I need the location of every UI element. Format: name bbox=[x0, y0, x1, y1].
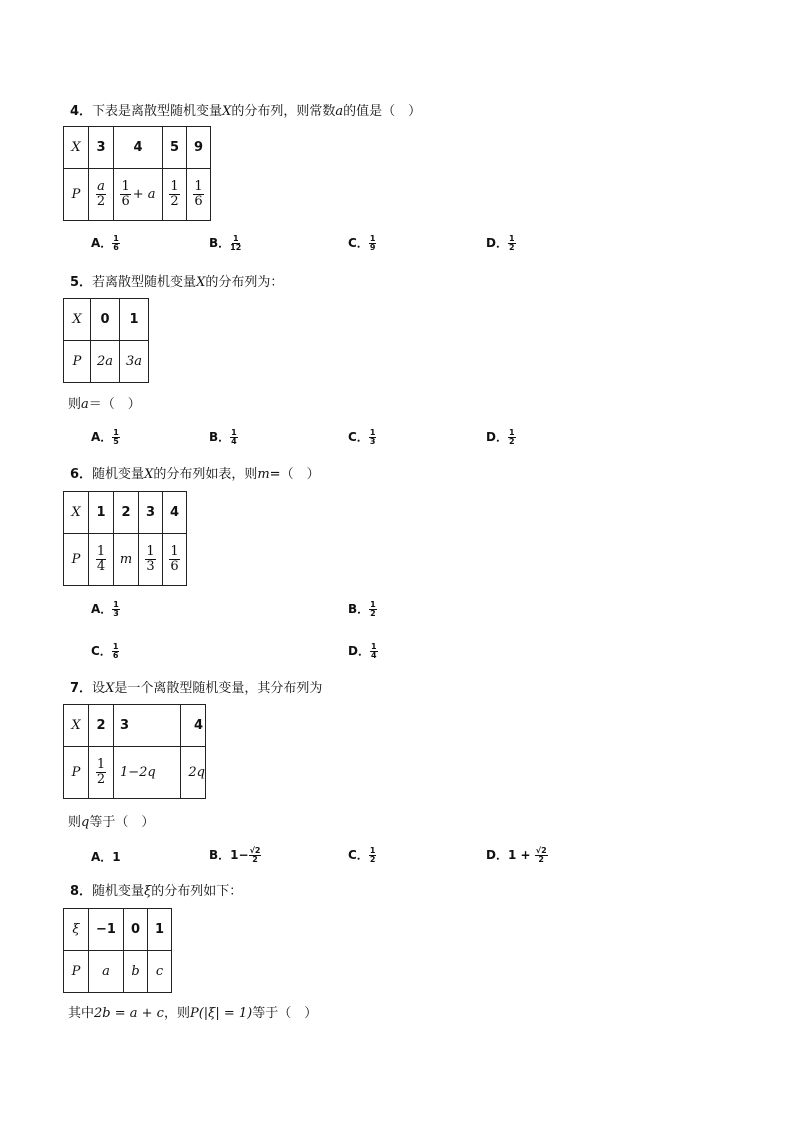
math-var: X bbox=[105, 681, 115, 696]
table-cell: 4 bbox=[114, 127, 163, 169]
option-label: C． bbox=[348, 848, 369, 862]
option-label: B． bbox=[209, 848, 231, 862]
stem-text: 等于（ ） bbox=[252, 1006, 318, 1021]
math-var: X bbox=[144, 467, 154, 482]
option-b[interactable] bbox=[209, 428, 238, 446]
table-cell: X bbox=[64, 705, 89, 747]
numerator: 1 bbox=[194, 179, 203, 194]
fraction bbox=[369, 235, 377, 252]
math-var: ξ bbox=[144, 884, 152, 899]
numerator: 1 bbox=[170, 179, 179, 194]
option-a[interactable] bbox=[91, 428, 120, 446]
question-number: 8． bbox=[70, 884, 93, 899]
question-number: 6． bbox=[70, 467, 93, 482]
table-cell: P bbox=[64, 534, 89, 586]
numerator: √2 bbox=[535, 846, 547, 855]
stem-text: 的值是（ ） bbox=[343, 104, 422, 119]
table-cell bbox=[163, 169, 187, 221]
math-var: a bbox=[81, 397, 89, 412]
stem-text: 等于（ ） bbox=[89, 815, 155, 830]
stem-text: 下表是离散型随机变量 bbox=[92, 104, 223, 119]
option-value: 1 + bbox=[507, 848, 535, 862]
numerator: 1 bbox=[231, 428, 237, 437]
option-c[interactable] bbox=[348, 428, 376, 446]
math-var: m bbox=[257, 467, 270, 482]
denominator: 12 bbox=[230, 243, 242, 252]
numerator: 1 bbox=[113, 600, 119, 609]
option-c[interactable] bbox=[348, 846, 376, 864]
numerator: √2 bbox=[249, 846, 261, 855]
option-label: D． bbox=[486, 848, 508, 862]
fraction bbox=[112, 643, 120, 660]
denominator: 2 bbox=[96, 194, 106, 209]
numerator: 1 bbox=[508, 234, 515, 243]
table-cell bbox=[163, 534, 187, 586]
fraction bbox=[193, 180, 203, 209]
table-cell: 2 bbox=[89, 705, 114, 747]
question-number: 5． bbox=[70, 275, 93, 290]
question-6-distribution-table bbox=[63, 491, 187, 586]
question-4-distribution-table bbox=[63, 126, 211, 221]
numerator: 1 bbox=[170, 544, 179, 559]
math-expr: + a bbox=[132, 187, 156, 202]
option-c[interactable] bbox=[348, 234, 376, 252]
option-value: 1− bbox=[230, 848, 249, 862]
math-expr: P(|ξ| = 1) bbox=[189, 1006, 253, 1021]
denominator: 2 bbox=[252, 855, 258, 864]
fraction bbox=[120, 180, 130, 209]
denominator: 4 bbox=[96, 559, 106, 574]
numerator: 1 bbox=[369, 234, 376, 243]
table-cell: ξ bbox=[64, 909, 89, 951]
math-var: a bbox=[335, 104, 344, 119]
fraction bbox=[169, 180, 179, 209]
denominator: 9 bbox=[369, 243, 376, 252]
numerator: 1 bbox=[113, 428, 119, 437]
question-8-stem bbox=[70, 884, 242, 900]
table-cell bbox=[187, 169, 211, 221]
option-d[interactable] bbox=[486, 846, 548, 864]
table-cell: 1−2q bbox=[114, 747, 181, 799]
question-8-distribution-table bbox=[63, 908, 172, 993]
question-5-stem bbox=[70, 275, 283, 291]
denominator: 3 bbox=[369, 437, 376, 446]
table-cell: 3 bbox=[114, 705, 181, 747]
fraction bbox=[145, 545, 155, 574]
option-label: A． bbox=[91, 236, 113, 250]
denominator: 6 bbox=[121, 194, 130, 209]
question-number: 4． bbox=[70, 104, 93, 119]
stem-text: 则 bbox=[68, 815, 82, 830]
denominator: 6 bbox=[194, 194, 203, 209]
denominator: 6 bbox=[113, 243, 119, 252]
table-cell: 5 bbox=[163, 127, 187, 169]
option-b[interactable] bbox=[209, 846, 261, 864]
table-cell: P bbox=[64, 169, 89, 221]
question-7-distribution-table bbox=[63, 704, 206, 799]
stem-text: 的分布列如表，则 bbox=[153, 467, 258, 482]
table-cell bbox=[89, 747, 114, 799]
stem-text: 则 bbox=[68, 397, 82, 412]
table-cell: 4 bbox=[163, 492, 187, 534]
option-a[interactable] bbox=[91, 234, 120, 252]
numerator: a bbox=[97, 179, 105, 194]
table-cell: 1 bbox=[148, 909, 172, 951]
table-cell: a bbox=[89, 951, 124, 993]
table-cell: 0 bbox=[91, 299, 120, 341]
denominator: 4 bbox=[231, 437, 237, 446]
math-var: q bbox=[81, 815, 90, 830]
table-cell: X bbox=[64, 299, 91, 341]
option-label: D． bbox=[486, 236, 508, 250]
option-b[interactable] bbox=[348, 600, 377, 618]
table-cell bbox=[89, 534, 114, 586]
stem-text: ＝（ ） bbox=[88, 397, 141, 412]
fraction bbox=[508, 235, 516, 252]
denominator: 2 bbox=[370, 609, 376, 618]
fraction bbox=[112, 235, 120, 252]
table-cell: 1 bbox=[120, 299, 149, 341]
option-label: A． bbox=[91, 850, 113, 864]
table-cell: b bbox=[124, 951, 148, 993]
numerator: 1 bbox=[112, 642, 119, 651]
fraction bbox=[535, 847, 548, 864]
stem-text: 的分布列为： bbox=[205, 275, 284, 290]
table-cell: 9 bbox=[187, 127, 211, 169]
question-7-prompt bbox=[68, 811, 154, 830]
fraction bbox=[508, 429, 516, 446]
table-cell: c bbox=[148, 951, 172, 993]
stem-text: 随机变量 bbox=[92, 467, 145, 482]
stem-text: 其中 bbox=[68, 1006, 95, 1021]
fraction bbox=[96, 758, 106, 787]
table-cell: 3 bbox=[89, 127, 114, 169]
table-cell: 1 bbox=[89, 492, 114, 534]
option-a[interactable] bbox=[91, 600, 120, 618]
question-5-distribution-table bbox=[63, 298, 149, 383]
denominator: 2 bbox=[538, 855, 544, 864]
option-value: 1 bbox=[112, 850, 121, 864]
option-label: B． bbox=[348, 602, 370, 616]
numerator: 1 bbox=[121, 179, 130, 194]
option-d[interactable] bbox=[486, 234, 516, 252]
denominator: 3 bbox=[113, 609, 119, 618]
stem-text: 随机变量 bbox=[92, 884, 145, 899]
table-cell: 0 bbox=[124, 909, 148, 951]
fraction bbox=[169, 545, 179, 574]
option-label: C． bbox=[348, 430, 369, 444]
math-var: X bbox=[222, 104, 232, 119]
fraction bbox=[369, 847, 377, 864]
stem-text: 设 bbox=[92, 681, 106, 696]
table-cell: 3 bbox=[139, 492, 163, 534]
option-label: A． bbox=[91, 430, 113, 444]
fraction bbox=[112, 601, 120, 618]
fraction bbox=[369, 601, 377, 618]
option-label: C． bbox=[348, 236, 369, 250]
table-cell: 3a bbox=[120, 341, 149, 383]
stem-text: ，则 bbox=[163, 1006, 190, 1021]
stem-text: 的分布列，则常数 bbox=[231, 104, 336, 119]
question-7-stem bbox=[70, 681, 322, 697]
question-6-stem bbox=[70, 467, 320, 483]
table-cell: P bbox=[64, 341, 91, 383]
denominator: 6 bbox=[112, 651, 119, 660]
denominator: 6 bbox=[170, 559, 179, 574]
stem-text: 是一个离散型随机变量，其分布列为 bbox=[114, 681, 323, 696]
fraction bbox=[230, 429, 238, 446]
fraction bbox=[370, 643, 378, 660]
option-label: D． bbox=[348, 644, 370, 658]
stem-text: 的分布列如下： bbox=[151, 884, 243, 899]
denominator: 2 bbox=[508, 437, 515, 446]
question-8-prompt bbox=[68, 1002, 317, 1021]
table-cell: 2a bbox=[91, 341, 120, 383]
table-cell: 2 bbox=[114, 492, 139, 534]
numerator: 1 bbox=[146, 544, 155, 559]
denominator: 4 bbox=[370, 651, 377, 660]
option-d[interactable] bbox=[486, 428, 516, 446]
denominator: 5 bbox=[113, 437, 119, 446]
denominator: 3 bbox=[146, 559, 155, 574]
option-c[interactable] bbox=[91, 642, 119, 660]
table-cell: 2q bbox=[181, 747, 206, 799]
option-label: C． bbox=[91, 644, 112, 658]
numerator: 1 bbox=[369, 846, 376, 855]
math-var: X bbox=[196, 275, 206, 290]
table-cell: m bbox=[114, 534, 139, 586]
option-label: B． bbox=[209, 430, 231, 444]
fraction bbox=[96, 545, 106, 574]
denominator: 2 bbox=[170, 194, 179, 209]
math-expr: 2b = a + c bbox=[94, 1006, 164, 1021]
fraction bbox=[230, 235, 241, 252]
option-d[interactable] bbox=[348, 642, 378, 660]
table-cell: P bbox=[64, 951, 89, 993]
numerator: 1 bbox=[96, 757, 106, 772]
numerator: 1 bbox=[369, 428, 376, 437]
fraction bbox=[369, 429, 377, 446]
numerator: 1 bbox=[508, 428, 515, 437]
table-cell: P bbox=[64, 747, 89, 799]
stem-text: =（ ） bbox=[269, 467, 320, 482]
denominator: 2 bbox=[508, 243, 515, 252]
question-number: 7． bbox=[70, 681, 93, 696]
fraction bbox=[96, 180, 106, 209]
numerator: 1 bbox=[370, 642, 377, 651]
numerator: 1 bbox=[232, 234, 239, 243]
fraction bbox=[112, 429, 120, 446]
denominator: 2 bbox=[96, 772, 106, 787]
fraction bbox=[249, 847, 262, 864]
numerator: 1 bbox=[96, 544, 106, 559]
table-cell: X bbox=[64, 127, 89, 169]
table-cell: 4 bbox=[181, 705, 206, 747]
option-label: B． bbox=[209, 236, 231, 250]
question-4-stem bbox=[70, 104, 421, 120]
option-label: D． bbox=[486, 430, 508, 444]
option-a[interactable] bbox=[91, 848, 121, 865]
table-cell bbox=[89, 169, 114, 221]
table-cell: X bbox=[64, 492, 89, 534]
question-5-prompt bbox=[68, 393, 141, 412]
numerator: 1 bbox=[113, 234, 119, 243]
numerator: 1 bbox=[370, 600, 376, 609]
stem-text: 若离散型随机变量 bbox=[92, 275, 197, 290]
option-label: A． bbox=[91, 602, 113, 616]
table-cell bbox=[114, 169, 163, 221]
table-cell bbox=[139, 534, 163, 586]
option-b[interactable] bbox=[209, 234, 241, 252]
table-cell: −1 bbox=[89, 909, 124, 951]
denominator: 2 bbox=[369, 855, 376, 864]
